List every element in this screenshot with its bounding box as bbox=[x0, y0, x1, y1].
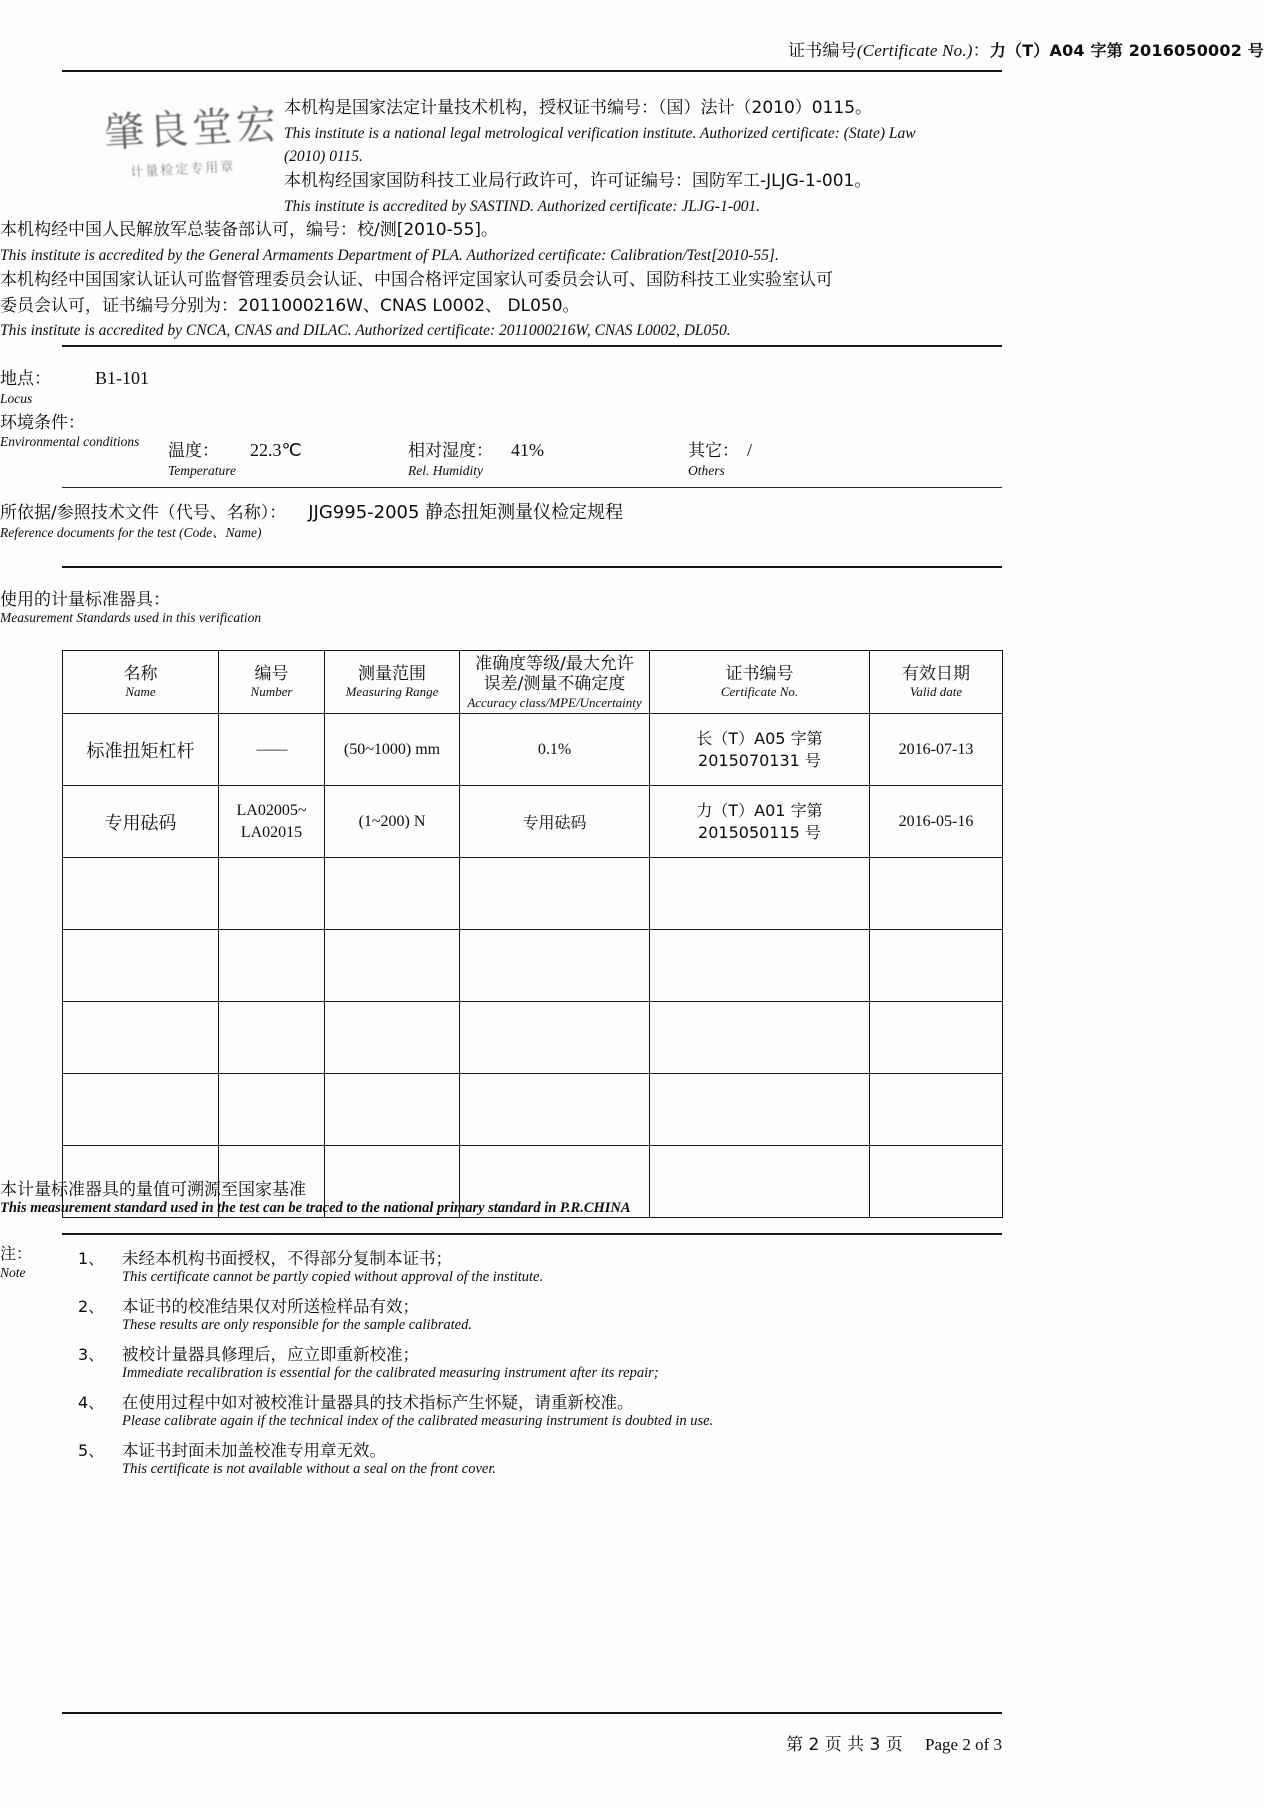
cell-certificate bbox=[650, 1074, 870, 1146]
seal-text: 肇良堂宏 bbox=[103, 101, 282, 157]
reference-label bbox=[0, 504, 286, 542]
environment-label-cn: 环境条件： bbox=[0, 412, 85, 433]
table-row bbox=[63, 1074, 1003, 1146]
others-label-en: Others bbox=[688, 462, 725, 478]
cell-accuracy: 专用砝码 bbox=[460, 786, 650, 858]
temperature-label-cn: 温度： bbox=[168, 441, 219, 461]
accreditation-divider bbox=[62, 345, 1002, 347]
table-row bbox=[63, 930, 1003, 1002]
standards-table bbox=[62, 650, 1003, 1218]
notes-label-cn: 注： bbox=[0, 1244, 33, 1263]
col-measuring-range: 测量范围 Measuring Range bbox=[325, 651, 460, 714]
list-item: 5、 本证书封面未加盖校准专用章无效。 This certificate is not available without a seal on the front cover. bbox=[78, 1441, 497, 1477]
page-footer bbox=[62, 1730, 1002, 1755]
notes-label-en: Note bbox=[0, 1264, 26, 1280]
locus-row bbox=[0, 368, 940, 408]
accreditation-line4-cn-a: 本机构经中国国家认证认可监督管理委员会认证、中国合格评定国家认可委员会认可、国防科技工业实验室认可 bbox=[0, 269, 833, 290]
reference-divider bbox=[62, 566, 1002, 568]
cell-range: (1~200) N bbox=[325, 786, 460, 858]
page-number-cn: 第 2 页 共 3 页 bbox=[786, 1735, 903, 1755]
header-divider bbox=[62, 70, 1002, 72]
col-valid-date: 有效日期 Valid date bbox=[870, 651, 1003, 714]
col-accuracy: 准确度等级/最大允许 误差/测量不确定度 Accuracy class/MPE/Uncertainty bbox=[460, 651, 650, 714]
cell-range bbox=[325, 858, 460, 930]
environment-label-en: Environmental conditions bbox=[0, 434, 140, 450]
cell-valid-date bbox=[870, 930, 1003, 1002]
cell-certificate: 力（T）A01 字第 2015050115 号 bbox=[650, 786, 870, 858]
reference-row bbox=[0, 498, 940, 542]
locus-value: B1-101 bbox=[95, 368, 149, 388]
col-certificate-no: 证书编号 Certificate No. bbox=[650, 651, 870, 714]
certificate-number-line bbox=[324, 36, 1264, 61]
cell-valid-date bbox=[870, 1074, 1003, 1146]
cell-accuracy bbox=[460, 1002, 650, 1074]
cell-accuracy bbox=[460, 1074, 650, 1146]
standards-used-label-cn: 使用的计量标准器具： bbox=[0, 590, 170, 610]
standards-used-label-en: Measurement Standards used in this verification bbox=[0, 610, 262, 625]
table-row bbox=[63, 1002, 1003, 1074]
certificate-number-label-en: (Certificate No.) bbox=[856, 41, 973, 60]
list-item: 2、 本证书的校准结果仅对所送检样品有效； These results are only responsible for the sample calibrated. bbox=[78, 1297, 472, 1333]
humidity-label-en: Rel. Humidity bbox=[408, 462, 483, 478]
cell-valid-date: 2016-07-13 bbox=[870, 714, 1003, 786]
environment-values-row bbox=[168, 440, 948, 480]
certificate-number-colon: ： bbox=[972, 41, 990, 61]
accreditation-block bbox=[0, 96, 940, 343]
temperature-value: 22.3℃ bbox=[250, 440, 302, 460]
accreditation-line2-en: This institute is accredited by SASTIND. Authorized certificate: JLJG-1-001. bbox=[284, 197, 761, 215]
accreditation-line2-cn: 本机构经国家国防科技工业局行政许可，许可证编号：国防军工-JLJG-1-001。 bbox=[284, 170, 872, 191]
environment-label bbox=[0, 414, 139, 452]
cell-number: —— bbox=[219, 714, 325, 786]
table-row bbox=[63, 786, 1003, 858]
footer-divider bbox=[62, 1712, 1002, 1714]
cell-name bbox=[63, 1002, 219, 1074]
cell-range bbox=[325, 930, 460, 1002]
cell-name bbox=[63, 1074, 219, 1146]
locus-label-cn: 地点： bbox=[0, 369, 51, 389]
standards-used-block bbox=[0, 585, 940, 626]
list-item: 3、 被校计量器具修理后，应立即重新校准； Immediate recalibration is essential for the calibrated measuring instrument after its repair; bbox=[78, 1345, 659, 1381]
others-label-cn: 其它： bbox=[688, 441, 739, 461]
accreditation-line1-en: This institute is a national legal metrological verification institute. Authorized certificate: (State) Law (2010) 0115. bbox=[284, 124, 916, 166]
accreditation-line4-en: This institute is accredited by CNCA, CNAS and DILAC. Authorized certificate: 2011000216W, CNAS L0002, DL050. bbox=[0, 322, 731, 340]
cell-name bbox=[63, 930, 219, 1002]
accreditation-line4-cn-b: 委员会认可，证书编号分别为：2011000216W、CNAS L0002、 DL050。 bbox=[0, 295, 580, 316]
cell-name: 专用砝码 bbox=[63, 786, 219, 858]
cell-range: (50~1000) mm bbox=[325, 714, 460, 786]
accreditation-line1-cn: 本机构是国家法定计量技术机构，授权证书编号：（国）法计（2010）0115。 bbox=[284, 98, 873, 118]
cell-range bbox=[325, 1002, 460, 1074]
certificate-number-value: 力（T）A04 字第 2016050002 号 bbox=[989, 41, 1264, 60]
traceability-divider bbox=[62, 1233, 1002, 1235]
cell-name bbox=[63, 858, 219, 930]
cell-number bbox=[219, 930, 325, 1002]
cell-certificate bbox=[650, 1002, 870, 1074]
notes-list bbox=[0, 1245, 940, 1478]
others-label bbox=[688, 442, 739, 480]
table-row bbox=[63, 858, 1003, 930]
notes-block bbox=[0, 1245, 940, 1485]
cell-number: LA02005~ LA02015 bbox=[219, 786, 325, 858]
reference-documents-block bbox=[0, 498, 940, 542]
cell-valid-date bbox=[870, 858, 1003, 930]
reference-label-en: Reference documents for the test (Code、Name) bbox=[0, 524, 262, 540]
certificate-number-label-cn: 证书编号 bbox=[788, 41, 857, 61]
cell-range bbox=[325, 1074, 460, 1146]
humidity-label bbox=[408, 442, 493, 480]
cell-accuracy bbox=[460, 930, 650, 1002]
col-name: 名称 Name bbox=[63, 651, 219, 714]
cell-certificate bbox=[650, 858, 870, 930]
reference-label-cn: 所依据/参照技术文件（代号、名称）： bbox=[0, 503, 287, 523]
cell-certificate bbox=[650, 930, 870, 1002]
cell-number bbox=[219, 858, 325, 930]
temperature-field bbox=[168, 440, 408, 480]
temperature-label bbox=[168, 442, 236, 480]
cell-valid-date bbox=[870, 1002, 1003, 1074]
others-value: / bbox=[747, 440, 753, 460]
reference-value: JJG995-2005 静态扭矩测量仪检定规程 bbox=[308, 502, 624, 523]
temperature-label-en: Temperature bbox=[168, 462, 237, 478]
humidity-field bbox=[408, 440, 688, 480]
traceability-en: This measurement standard used in the test can be traced to the national primary standard in P.R.CHINA bbox=[0, 1200, 631, 1216]
col-number: 编号 Number bbox=[219, 651, 325, 714]
humidity-label-cn: 相对湿度： bbox=[408, 441, 493, 461]
list-item: 4、 在使用过程中如对被校准计量器具的技术指标产生怀疑，请重新校准。 Please calibrate again if the technical index of the calibrated measuring instrument is doubted in use. bbox=[78, 1393, 714, 1429]
page-number-en: Page 2 of 3 bbox=[925, 1735, 1002, 1754]
table-row bbox=[63, 714, 1003, 786]
cell-accuracy bbox=[460, 858, 650, 930]
locus-label bbox=[0, 370, 51, 408]
environment-divider bbox=[62, 487, 1002, 488]
cell-accuracy: 0.1% bbox=[460, 714, 650, 786]
humidity-value: 41% bbox=[511, 440, 544, 460]
cell-name: 标准扭矩杠杆 bbox=[63, 714, 219, 786]
cell-valid-date: 2016-05-16 bbox=[870, 786, 1003, 858]
cell-number bbox=[219, 1002, 325, 1074]
others-field bbox=[688, 440, 752, 480]
list-item: 1、 未经本机构书面授权，不得部分复制本证书； This certificate cannot be partly copied without approval of the institute. bbox=[78, 1249, 544, 1285]
notes-label bbox=[0, 1245, 70, 1281]
accreditation-line3-en: This institute is accredited by the General Armaments Department of PLA. Authorized certificate: Calibration/Test[2010-55]. bbox=[0, 247, 779, 265]
locus-label-en: Locus bbox=[0, 390, 33, 406]
traceability-block bbox=[0, 1175, 940, 1217]
cell-certificate: 长（T）A05 字第 2015070131 号 bbox=[650, 714, 870, 786]
seal-subtext: 计量检定专用章 bbox=[130, 159, 236, 181]
cell-number bbox=[219, 1074, 325, 1146]
accreditation-line3-cn: 本机构经中国人民解放军总装备部认可，编号：校/测[2010-55]。 bbox=[0, 220, 499, 241]
table-header-row bbox=[63, 651, 1003, 714]
traceability-cn: 本计量标准器具的量值可溯源至国家基准 bbox=[0, 1180, 306, 1200]
